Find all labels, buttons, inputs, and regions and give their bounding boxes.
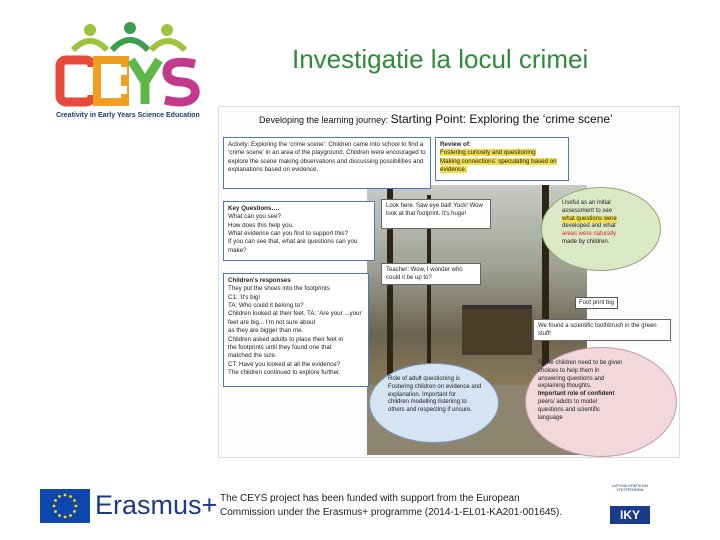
review-box — [435, 137, 569, 181]
key-question: If you can see that, what are questions can you make? — [228, 238, 358, 254]
response-line: C1: ‘It's big! — [228, 293, 261, 301]
initial-assessment-cloud: Useful as an initial assessment to see what questions were developed and what areas were naturally made by children. — [541, 187, 661, 271]
toothbrush-label: We found a scientific toothbrush in the green stuff! — [533, 319, 671, 341]
iky-wordmark: IKY — [610, 506, 650, 524]
responses-heading: Children's responses — [228, 277, 291, 284]
funding-line-2: Commission under the Erasmus+ programme (2014-1-EL01-KA201-001645). — [220, 506, 563, 518]
key-questions-heading: Key Questions…. — [228, 205, 280, 212]
logo-letters — [60, 60, 195, 104]
activity-text: Activity: Exploring the ‘crime scene’: Children came into school to find a ‘crime scene’ in an area of the playground. Children were encouraged to explore the scene making observations and discussing possibilities and explanations based on evidence. — [228, 141, 426, 174]
erasmus-wordmark: Erasmus+ — [95, 490, 218, 520]
ceys-logo — [55, 22, 205, 122]
poster-heading — [259, 112, 613, 126]
key-question: How does this help you. — [228, 221, 294, 229]
key-question: What can you see? — [228, 213, 281, 221]
response-line: matched the size. — [228, 352, 277, 360]
logo-tagline: Creativity in Early Years Science Education — [56, 112, 200, 119]
footprint-speech-bubble: Look here. Saw eye ball! Yuck! Wow look at that footprint. It's huge! — [381, 199, 491, 229]
logo-figures — [73, 22, 185, 50]
review-line-2: Making connections: speculating based on evidence. — [440, 157, 557, 174]
response-line: TA: Who could it belong to? — [228, 302, 304, 310]
review-heading: Review of: — [440, 141, 471, 148]
learning-journey-poster — [218, 106, 680, 458]
playground-shed — [462, 305, 532, 355]
funding-statement — [220, 492, 562, 519]
eu-flag-icon — [40, 489, 90, 523]
key-question: What evidence can you find to support this? — [228, 230, 349, 238]
response-line: The children continued to explore further. — [228, 368, 341, 376]
response-line: Children looked at their feet. TA: ‘Are your ...your feet are big... I'm not sure about — [228, 310, 362, 326]
iky-logo — [610, 484, 650, 526]
key-questions-box — [223, 201, 375, 261]
iky-mark: ΙΔΡΥΜΑ ΚΡΑΤΙΚΩΝ ΥΠΟΤΡΟΦΙΩΝ — [612, 483, 648, 493]
support-cloud: Some children need to be given choices to help them in answering questions and explaining thoughts. Important role of confident peers/ adults to model questions and scientific language — [525, 347, 677, 457]
response-line: as they are bigger than me. — [228, 327, 304, 335]
activity-box — [223, 137, 431, 189]
teacher-speech-bubble: Teacher: Wow, I wonder who could it be up to? — [381, 263, 481, 285]
funding-line-1: The CEYS project has been funded with support from the European — [220, 493, 520, 504]
poster-heading-prefix: Developing the learning journey: — [259, 115, 389, 125]
response-line: CT: Have you looked at all the evidence? — [228, 360, 341, 368]
childrens-responses-box — [223, 273, 369, 387]
poster-heading-main: Starting Point: Exploring the ‘crime scene’ — [390, 112, 613, 126]
adult-role-cloud: Role of adult questioning is Fostering children on evidence and explanation. Important for children modelling listening to others and respecting if unsure. — [369, 363, 499, 443]
page-title: Investigatie la locul crimei — [292, 44, 589, 74]
footprint-label: Foot print big — [575, 297, 618, 309]
review-line-1: Fostering curiosity and questioning — [440, 149, 536, 157]
response-line: Children asked adults to place their feet in — [228, 335, 344, 343]
response-line: the footprints until they found one that — [228, 343, 332, 351]
erasmus-logo — [40, 486, 218, 526]
response-line: They put the shoes into the footprints — [228, 285, 330, 293]
